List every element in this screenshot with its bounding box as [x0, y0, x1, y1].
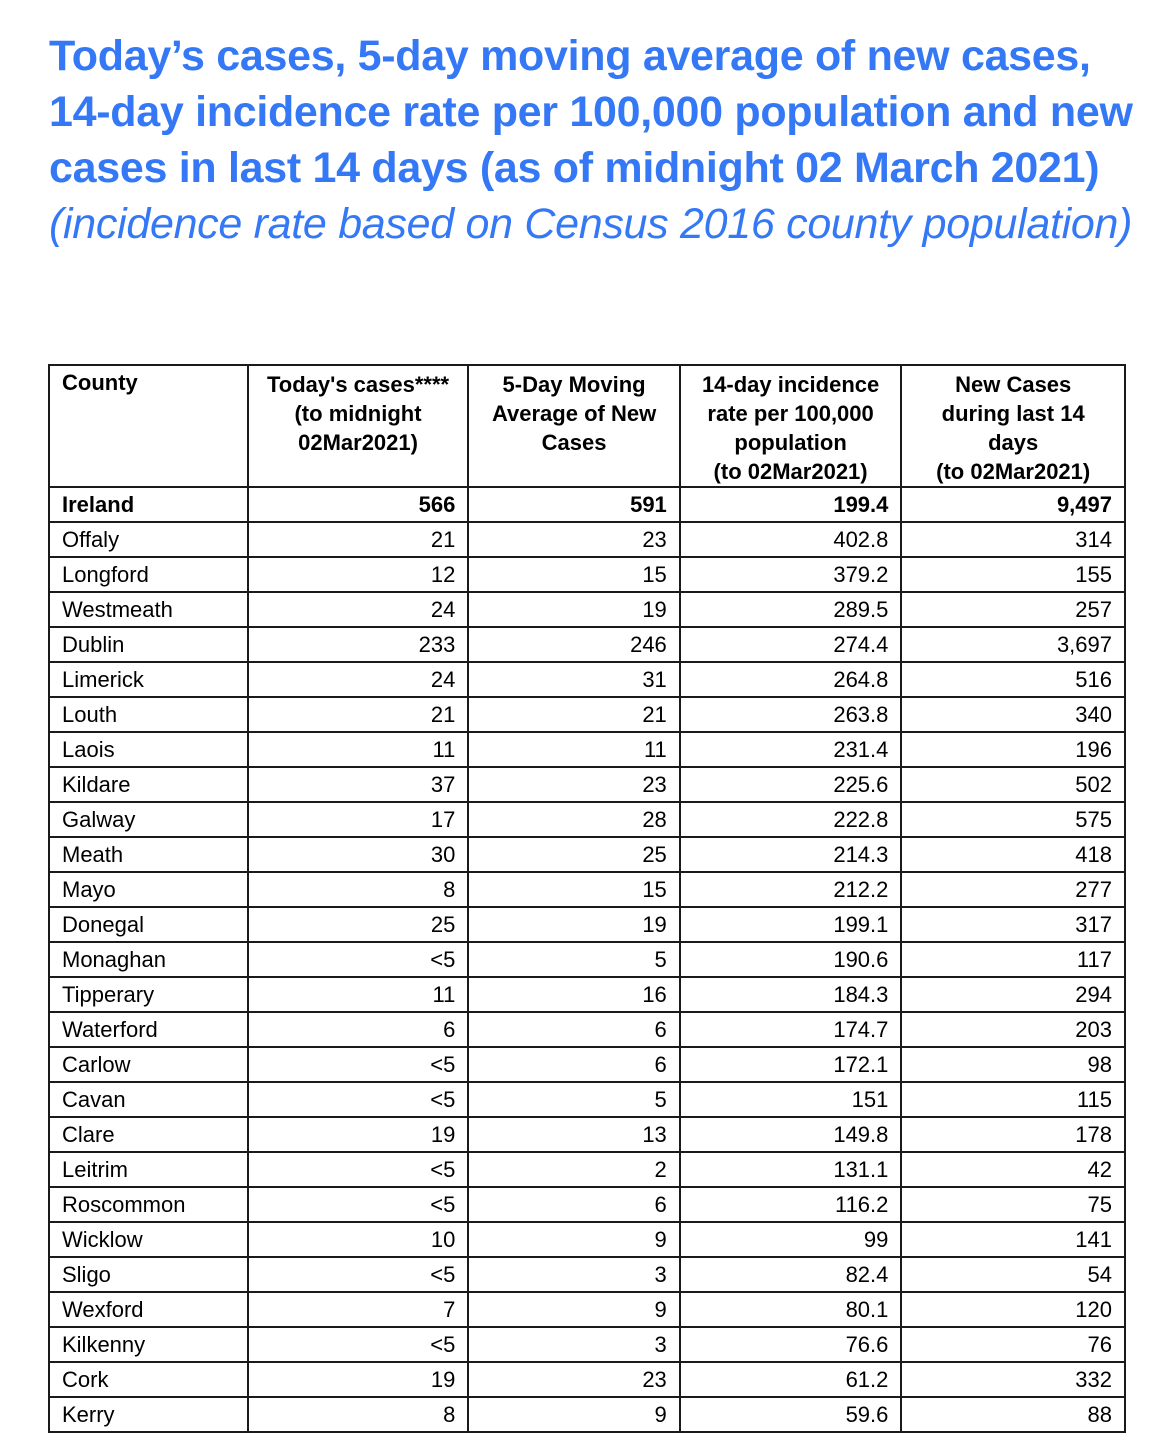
cell-14day-incidence: 82.4	[680, 1257, 902, 1292]
cell-new-cases-14days: 277	[901, 872, 1125, 907]
cell-new-cases-14days: 516	[901, 662, 1125, 697]
header-line: 02Mar2021)	[298, 430, 418, 455]
table-row	[49, 1117, 1125, 1152]
cell-new-cases-14days: 3,697	[901, 627, 1125, 662]
table-row	[49, 1397, 1125, 1432]
cell-todays-cases: 25	[248, 907, 469, 942]
cell-county: Donegal	[49, 907, 248, 942]
cell-new-cases-14days: 203	[901, 1012, 1125, 1047]
cell-county: Leitrim	[49, 1152, 248, 1187]
cell-todays-cases: 8	[248, 1397, 469, 1432]
table-row	[49, 1362, 1125, 1397]
cell-county: Sligo	[49, 1257, 248, 1292]
cell-county: Cork	[49, 1362, 248, 1397]
cell-county: Waterford	[49, 1012, 248, 1047]
header-line: Cases	[541, 430, 607, 455]
table-row	[49, 522, 1125, 557]
cell-5day-average: 19	[468, 907, 679, 942]
table-row	[49, 1047, 1125, 1082]
header-new-cases-14days	[901, 365, 1125, 487]
header-line: (to midnight	[294, 401, 422, 426]
cell-5day-average: 3	[468, 1257, 679, 1292]
cell-new-cases-14days: 115	[901, 1082, 1125, 1117]
cell-county: Cavan	[49, 1082, 248, 1117]
cell-new-cases-14days: 98	[901, 1047, 1125, 1082]
cell-14day-incidence: 214.3	[680, 837, 902, 872]
cell-todays-cases: 19	[248, 1362, 469, 1397]
header-line: (to 02Mar2021)	[936, 459, 1091, 484]
cell-14day-incidence: 274.4	[680, 627, 902, 662]
cell-14day-incidence: 402.8	[680, 522, 902, 557]
cell-new-cases-14days: 502	[901, 767, 1125, 802]
cell-new-cases-14days: 257	[901, 592, 1125, 627]
table-row	[49, 662, 1125, 697]
table-row	[49, 872, 1125, 907]
cell-14day-incidence: 199.1	[680, 907, 902, 942]
table-row	[49, 697, 1125, 732]
header-line: population	[734, 430, 847, 455]
cell-5day-average: 28	[468, 802, 679, 837]
cell-5day-average: 6	[468, 1047, 679, 1082]
cell-5day-average: 25	[468, 837, 679, 872]
cell-5day-average: 23	[468, 522, 679, 557]
header-county	[49, 365, 248, 487]
cell-todays-cases: 21	[248, 522, 469, 557]
cell-14day-incidence: 225.6	[680, 767, 902, 802]
cell-14day-incidence: 172.1	[680, 1047, 902, 1082]
cell-county: Kildare	[49, 767, 248, 802]
table-row-total	[49, 487, 1125, 522]
table-body	[49, 487, 1125, 1432]
header-line: County	[62, 370, 138, 395]
cell-county: Meath	[49, 837, 248, 872]
page-title	[49, 28, 1139, 252]
cell-county: Wicklow	[49, 1222, 248, 1257]
cell-14day-incidence: 59.6	[680, 1397, 902, 1432]
header-line: 14-day incidence	[701, 372, 880, 397]
table-row	[49, 627, 1125, 662]
cell-todays-cases: <5	[248, 942, 469, 977]
table-row	[49, 1222, 1125, 1257]
cell-new-cases-14days: 120	[901, 1292, 1125, 1327]
cell-county: Tipperary	[49, 977, 248, 1012]
cell-new-cases-14days: 155	[901, 557, 1125, 592]
cell-county: Louth	[49, 697, 248, 732]
cell-5day-average: 23	[468, 1362, 679, 1397]
header-5day-average	[468, 365, 679, 487]
cell-5day-average: 5	[468, 1082, 679, 1117]
table-row	[49, 837, 1125, 872]
header-todays-cases	[248, 365, 469, 487]
table-row	[49, 1292, 1125, 1327]
cell-todays-cases: <5	[248, 1187, 469, 1222]
cell-todays-cases: 12	[248, 557, 469, 592]
cell-new-cases-14days: 575	[901, 802, 1125, 837]
cell-14day-incidence: 149.8	[680, 1117, 902, 1152]
cell-14day-incidence: 264.8	[680, 662, 902, 697]
cell-todays-cases: <5	[248, 1047, 469, 1082]
county-cases-table	[48, 364, 1126, 1433]
cell-5day-average: 15	[468, 557, 679, 592]
cell-5day-average: 246	[468, 627, 679, 662]
cell-new-cases-14days: 314	[901, 522, 1125, 557]
cell-county: Carlow	[49, 1047, 248, 1082]
cell-todays-cases: <5	[248, 1257, 469, 1292]
table-row	[49, 907, 1125, 942]
cell-todays-cases: 7	[248, 1292, 469, 1327]
cell-5day-average: 11	[468, 732, 679, 767]
cell-new-cases-14days: 418	[901, 837, 1125, 872]
table-row	[49, 592, 1125, 627]
cell-14day-incidence: 174.7	[680, 1012, 902, 1047]
cell-5day-average: 6	[468, 1012, 679, 1047]
cell-todays-cases: 37	[248, 767, 469, 802]
cell-todays-cases: 21	[248, 697, 469, 732]
cell-new-cases-14days: 141	[901, 1222, 1125, 1257]
cell-county: Kerry	[49, 1397, 248, 1432]
cell-county: Westmeath	[49, 592, 248, 627]
cell-county: Clare	[49, 1117, 248, 1152]
cell-new-cases-14days: 42	[901, 1152, 1125, 1187]
cell-county: Offaly	[49, 522, 248, 557]
cell-14day-incidence: 379.2	[680, 557, 902, 592]
header-line: during last 14	[941, 401, 1085, 426]
header-line: (to 02Mar2021)	[713, 459, 868, 484]
header-line: days	[988, 430, 1039, 455]
cell-county: Laois	[49, 732, 248, 767]
cell-todays-cases: 24	[248, 662, 469, 697]
table-row	[49, 1152, 1125, 1187]
table-row	[49, 1257, 1125, 1292]
cell-county: Limerick	[49, 662, 248, 697]
cell-14day-incidence: 231.4	[680, 732, 902, 767]
cell-todays-cases: 24	[248, 592, 469, 627]
table-row	[49, 977, 1125, 1012]
table-row	[49, 942, 1125, 977]
cell-todays-cases: 6	[248, 1012, 469, 1047]
table-row	[49, 1082, 1125, 1117]
table-header-row	[49, 365, 1125, 487]
cell-5day-average: 13	[468, 1117, 679, 1152]
cell-todays-cases: 30	[248, 837, 469, 872]
cell-5day-average: 6	[468, 1187, 679, 1222]
table-row	[49, 732, 1125, 767]
table-row	[49, 1327, 1125, 1362]
cell-14day-incidence: 263.8	[680, 697, 902, 732]
header-line: Today's cases****	[266, 372, 450, 397]
cell-5day-average: 21	[468, 697, 679, 732]
cell-14day-incidence: 80.1	[680, 1292, 902, 1327]
table-row	[49, 1012, 1125, 1047]
cell-14day-incidence: 99	[680, 1222, 902, 1257]
title-main: Today’s cases, 5-day moving average of new cases, 14-day incidence rate per 100,000 population and new cases in last 14 days (as of midnight 02 March 2021)	[49, 32, 1133, 192]
cell-county: Monaghan	[49, 942, 248, 977]
cell-county: Kilkenny	[49, 1327, 248, 1362]
cell-county: Galway	[49, 802, 248, 837]
cell-todays-cases: <5	[248, 1082, 469, 1117]
cell-new-cases-14days: 75	[901, 1187, 1125, 1222]
cell-5day-average: 9	[468, 1292, 679, 1327]
table-row	[49, 1187, 1125, 1222]
cell-todays-cases: <5	[248, 1152, 469, 1187]
cell-todays-cases: 233	[248, 627, 469, 662]
cell-new-cases-14days: 317	[901, 907, 1125, 942]
cell-county: Dublin	[49, 627, 248, 662]
cell-14day-incidence: 151	[680, 1082, 902, 1117]
cell-5day-average: 15	[468, 872, 679, 907]
cell-county: Ireland	[49, 487, 248, 522]
cell-new-cases-14days: 76	[901, 1327, 1125, 1362]
cell-5day-average: 3	[468, 1327, 679, 1362]
cell-todays-cases: 19	[248, 1117, 469, 1152]
cell-new-cases-14days: 117	[901, 942, 1125, 977]
cell-new-cases-14days: 294	[901, 977, 1125, 1012]
cell-county: Mayo	[49, 872, 248, 907]
cell-county: Roscommon	[49, 1187, 248, 1222]
cell-new-cases-14days: 178	[901, 1117, 1125, 1152]
cell-todays-cases: 8	[248, 872, 469, 907]
cell-14day-incidence: 190.6	[680, 942, 902, 977]
cell-county: Wexford	[49, 1292, 248, 1327]
cell-todays-cases: 10	[248, 1222, 469, 1257]
cell-new-cases-14days: 88	[901, 1397, 1125, 1432]
header-line: 5-Day Moving	[502, 372, 646, 397]
cell-5day-average: 9	[468, 1397, 679, 1432]
cell-14day-incidence: 222.8	[680, 802, 902, 837]
cell-5day-average: 2	[468, 1152, 679, 1187]
cell-new-cases-14days: 9,497	[901, 487, 1125, 522]
header-line: Average of New	[491, 401, 657, 426]
header-line: rate per 100,000	[707, 401, 874, 426]
cell-todays-cases: 17	[248, 802, 469, 837]
cell-new-cases-14days: 340	[901, 697, 1125, 732]
cell-14day-incidence: 131.1	[680, 1152, 902, 1187]
header-14day-incidence	[680, 365, 902, 487]
cell-14day-incidence: 199.4	[680, 487, 902, 522]
cell-14day-incidence: 184.3	[680, 977, 902, 1012]
cell-5day-average: 16	[468, 977, 679, 1012]
cell-new-cases-14days: 196	[901, 732, 1125, 767]
cell-14day-incidence: 116.2	[680, 1187, 902, 1222]
cell-county: Longford	[49, 557, 248, 592]
header-line: New Cases	[955, 372, 1072, 397]
cell-5day-average: 5	[468, 942, 679, 977]
cell-5day-average: 19	[468, 592, 679, 627]
table-row	[49, 802, 1125, 837]
cell-new-cases-14days: 332	[901, 1362, 1125, 1397]
cell-5day-average: 23	[468, 767, 679, 802]
cell-14day-incidence: 61.2	[680, 1362, 902, 1397]
cell-todays-cases: 566	[248, 487, 469, 522]
cell-todays-cases: <5	[248, 1327, 469, 1362]
title-note: (incidence rate based on Census 2016 county population)	[49, 200, 1133, 248]
cell-14day-incidence: 289.5	[680, 592, 902, 627]
cell-new-cases-14days: 54	[901, 1257, 1125, 1292]
cell-5day-average: 9	[468, 1222, 679, 1257]
table-row	[49, 557, 1125, 592]
cell-14day-incidence: 212.2	[680, 872, 902, 907]
table-row	[49, 767, 1125, 802]
cell-todays-cases: 11	[248, 977, 469, 1012]
cell-5day-average: 31	[468, 662, 679, 697]
cell-5day-average: 591	[468, 487, 679, 522]
cell-14day-incidence: 76.6	[680, 1327, 902, 1362]
cell-todays-cases: 11	[248, 732, 469, 767]
